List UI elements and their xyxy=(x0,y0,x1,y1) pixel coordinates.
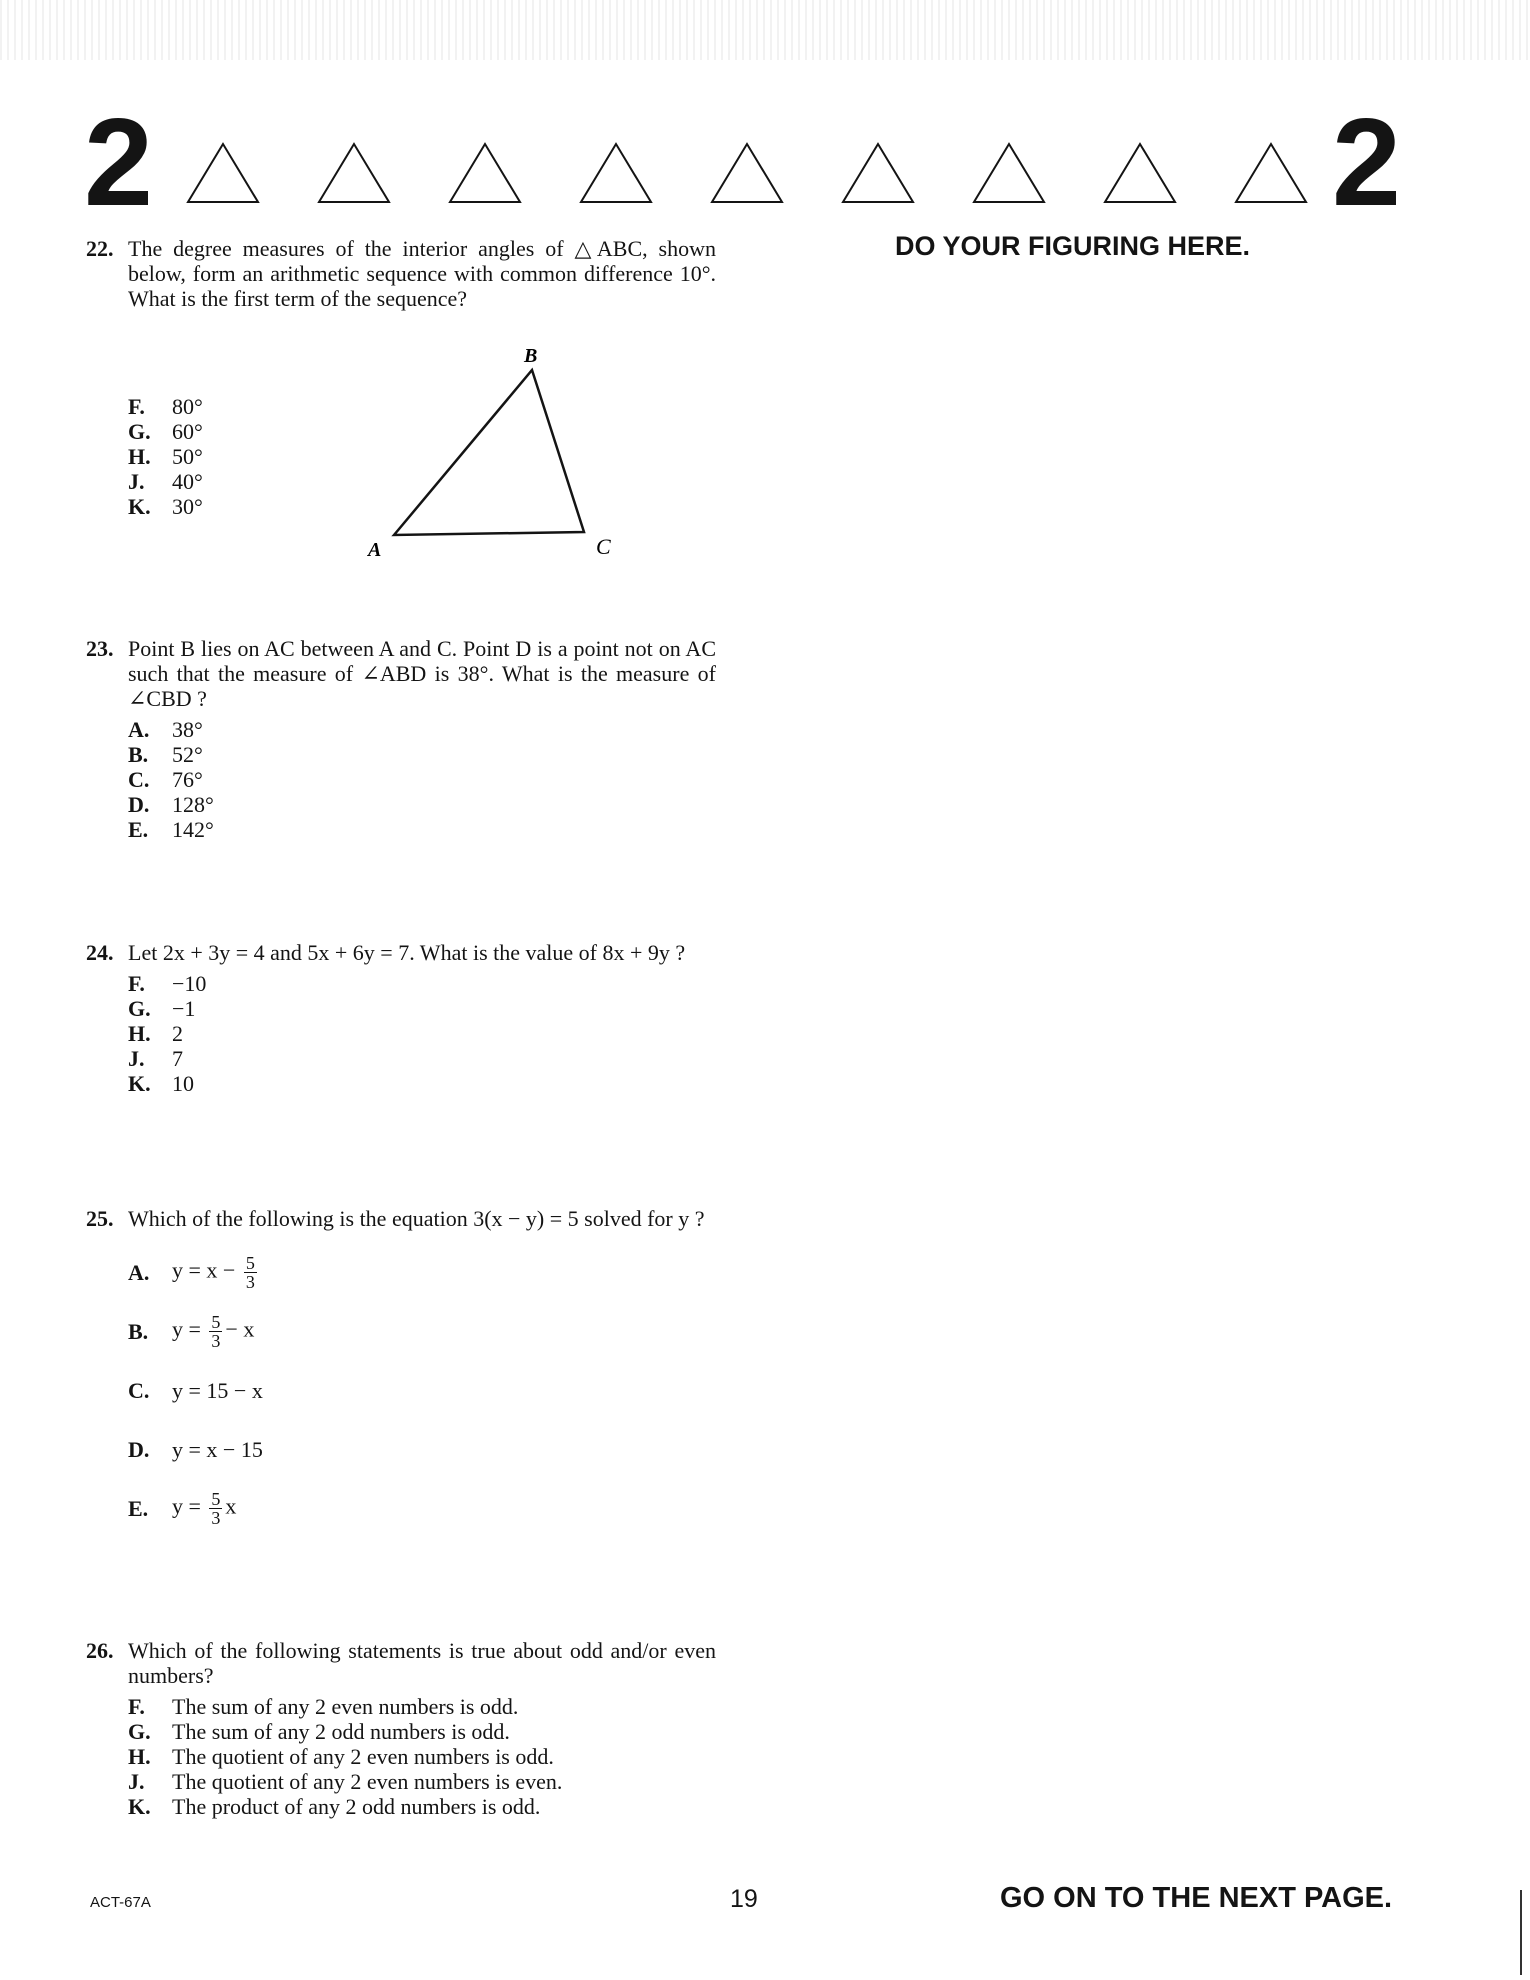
answer-option[interactable]: B. y = $\frac{5}{3}$ − x xyxy=(128,1312,255,1351)
answer-option[interactable]: J. 40° xyxy=(128,469,203,494)
answer-option[interactable]: F. 80° xyxy=(128,394,203,419)
vertex-label-b: B xyxy=(524,345,538,367)
question-stem: The degree measures of the interior angles of △ABC, shown below, form an arithmetic sequence with common difference 10°. What is the first term of the sequence? xyxy=(128,236,716,311)
answer-option[interactable]: K. The product of any 2 odd numbers is odd. xyxy=(128,1794,541,1819)
answer-option[interactable]: C. 76° xyxy=(128,767,203,792)
answer-options xyxy=(128,717,716,842)
answer-option[interactable]: G. −1 xyxy=(128,996,196,1021)
scan-noise-band xyxy=(0,0,1530,60)
question-number: 26. xyxy=(86,1638,114,1663)
answer-option[interactable]: E. 142° xyxy=(128,817,214,842)
header-triangle-icon xyxy=(841,142,915,204)
answer-option[interactable]: G. The sum of any 2 odd numbers is odd. xyxy=(128,1719,510,1744)
question-number: 24. xyxy=(86,940,114,965)
fraction: $\frac{5}{3}$ xyxy=(211,1489,221,1528)
fraction: $\frac{5}{3}$ xyxy=(245,1253,255,1292)
answer-option[interactable]: E. y = $\frac{5}{3}$ x xyxy=(128,1489,237,1528)
answer-options xyxy=(128,1694,716,1819)
equation-text: y = xyxy=(172,1316,201,1342)
page-number: 19 xyxy=(730,1885,758,1913)
fraction: $\frac{5}{3}$ xyxy=(211,1312,221,1351)
header-triangle-icon xyxy=(579,142,653,204)
answer-option[interactable]: H. 2 xyxy=(128,1021,183,1046)
question-stem: Point B lies on AC between A and C. Point D is a point not on AC such that the measure of ∠ABD is 38°. What is the measure of ∠CBD ? xyxy=(128,636,716,711)
figuring-label: DO YOUR FIGURING HERE. xyxy=(895,231,1251,261)
triangle-abc-figure xyxy=(360,340,660,560)
answer-option[interactable]: J. 7 xyxy=(128,1046,183,1071)
equation-text: y = x − xyxy=(172,1257,236,1283)
answer-option[interactable]: C. y = 15 − x xyxy=(128,1378,263,1403)
answer-option[interactable]: D. y = x − 15 xyxy=(128,1437,263,1462)
form-code: ACT-67A xyxy=(90,1894,151,1911)
answer-option[interactable]: H. The quotient of any 2 even numbers is odd. xyxy=(128,1744,554,1769)
vertex-label-a: A xyxy=(368,539,382,560)
page-edge-mark xyxy=(1520,1890,1522,1975)
answer-option[interactable]: J. The quotient of any 2 even numbers is even. xyxy=(128,1769,563,1794)
question-stem: Which of the following statements is true about odd and/or even numbers? xyxy=(128,1638,716,1688)
answer-option[interactable]: A. y = x − $\frac{5}{3}$ xyxy=(128,1253,255,1292)
question-26 xyxy=(86,1638,716,1819)
section-number-right: 2 xyxy=(1332,94,1401,232)
section-header xyxy=(0,94,1530,232)
question-23 xyxy=(86,636,716,842)
answer-option[interactable]: K. 30° xyxy=(128,494,203,519)
answer-option[interactable]: G. 60° xyxy=(128,419,203,444)
question-stem: Let 2x + 3y = 4 and 5x + 6y = 7. What is the value of 8x + 9y ? xyxy=(128,940,686,965)
answer-options xyxy=(128,1243,716,1538)
answer-option[interactable]: H. 50° xyxy=(128,444,203,469)
answer-option[interactable]: F. −10 xyxy=(128,971,207,996)
answer-option[interactable]: B. 52° xyxy=(128,742,203,767)
answer-option[interactable]: K. 10 xyxy=(128,1071,194,1096)
answer-option[interactable]: A. 38° xyxy=(128,717,203,742)
question-number: 23. xyxy=(86,636,114,661)
header-triangle-icon xyxy=(1103,142,1177,204)
header-triangle-icon xyxy=(972,142,1046,204)
header-triangle-icon xyxy=(448,142,522,204)
question-number: 25. xyxy=(86,1206,114,1231)
equation-text: y = 15 − x xyxy=(172,1378,263,1403)
vertex-label-c: C xyxy=(596,534,611,559)
question-25 xyxy=(86,1206,716,1538)
header-triangle-icon xyxy=(1234,142,1308,204)
question-number: 22. xyxy=(86,236,114,261)
question-24 xyxy=(86,940,716,1096)
section-number-left: 2 xyxy=(84,94,153,232)
header-triangle-icon xyxy=(186,142,260,204)
answer-option[interactable]: D. 128° xyxy=(128,792,214,817)
header-triangle-icon xyxy=(710,142,784,204)
equation-text: y = xyxy=(172,1493,201,1519)
equation-text: y = x − 15 xyxy=(172,1437,263,1462)
answer-options xyxy=(128,971,716,1096)
header-triangle-icon xyxy=(317,142,391,204)
answer-option[interactable]: F. The sum of any 2 even numbers is odd. xyxy=(128,1694,519,1719)
question-stem: Which of the following is the equation 3(x − y) = 5 solved for y ? xyxy=(128,1206,705,1231)
next-page-label: GO ON TO THE NEXT PAGE. xyxy=(1000,1882,1393,1914)
triangle-abc xyxy=(394,370,584,535)
